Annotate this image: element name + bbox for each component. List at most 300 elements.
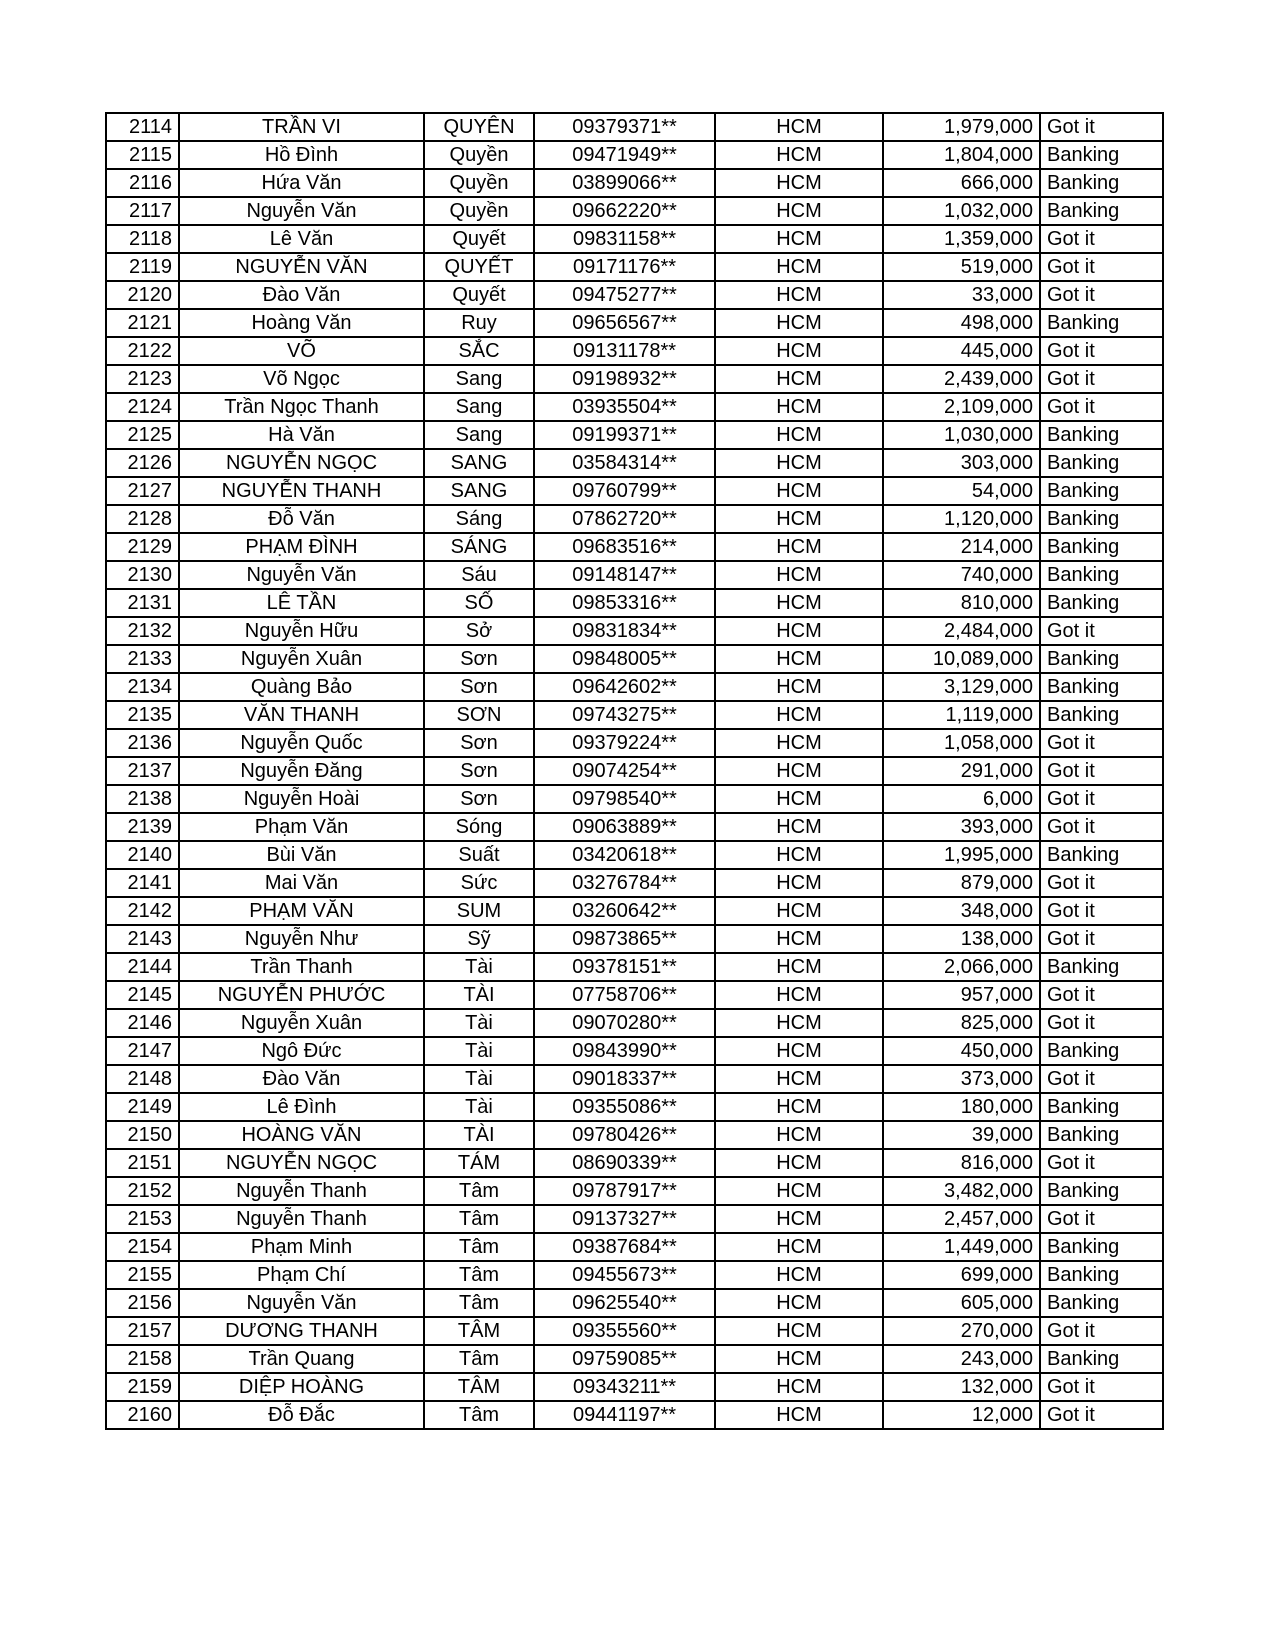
table-row	[106, 337, 1163, 365]
city-cell: HCM	[715, 1345, 883, 1373]
phone-cell: 09070280**	[534, 1009, 715, 1037]
table-row	[106, 393, 1163, 421]
given-name-cell: SỐ	[424, 589, 534, 617]
status-cell: Banking	[1040, 953, 1163, 981]
given-name-cell: SUM	[424, 897, 534, 925]
amount-cell: 214,000	[883, 533, 1040, 561]
phone-cell: 09873865**	[534, 925, 715, 953]
given-name-cell: Tài	[424, 1009, 534, 1037]
amount-cell: 1,120,000	[883, 505, 1040, 533]
surname-cell: Nguyễn Như	[179, 925, 424, 953]
table-row	[106, 449, 1163, 477]
given-name-cell: TÀI	[424, 1121, 534, 1149]
table-row	[106, 645, 1163, 673]
city-cell: HCM	[715, 897, 883, 925]
given-name-cell: Tâm	[424, 1261, 534, 1289]
status-cell: Banking	[1040, 589, 1163, 617]
amount-cell: 666,000	[883, 169, 1040, 197]
table-row	[106, 1121, 1163, 1149]
city-cell: HCM	[715, 1065, 883, 1093]
phone-cell: 09848005**	[534, 645, 715, 673]
city-cell: HCM	[715, 197, 883, 225]
row-number: 2157	[106, 1317, 179, 1345]
row-number: 2141	[106, 869, 179, 897]
surname-cell: Lê Văn	[179, 225, 424, 253]
amount-cell: 393,000	[883, 813, 1040, 841]
row-number: 2135	[106, 701, 179, 729]
table-row	[106, 1373, 1163, 1401]
given-name-cell: Sáng	[424, 505, 534, 533]
status-cell: Banking	[1040, 561, 1163, 589]
amount-cell: 2,109,000	[883, 393, 1040, 421]
city-cell: HCM	[715, 729, 883, 757]
amount-cell: 699,000	[883, 1261, 1040, 1289]
city-cell: HCM	[715, 757, 883, 785]
given-name-cell: Sang	[424, 421, 534, 449]
amount-cell: 132,000	[883, 1373, 1040, 1401]
phone-cell: 09683516**	[534, 533, 715, 561]
amount-cell: 1,979,000	[883, 113, 1040, 141]
phone-cell: 09798540**	[534, 785, 715, 813]
surname-cell: Phạm Minh	[179, 1233, 424, 1261]
table-row	[106, 813, 1163, 841]
phone-cell: 09787917**	[534, 1177, 715, 1205]
surname-cell: Nguyễn Hoài	[179, 785, 424, 813]
status-cell: Banking	[1040, 1289, 1163, 1317]
city-cell: HCM	[715, 1177, 883, 1205]
given-name-cell: Sơn	[424, 729, 534, 757]
surname-cell: TRẦN VI	[179, 113, 424, 141]
city-cell: HCM	[715, 1093, 883, 1121]
phone-cell: 07758706**	[534, 981, 715, 1009]
surname-cell: Đào Văn	[179, 1065, 424, 1093]
amount-cell: 825,000	[883, 1009, 1040, 1037]
city-cell: HCM	[715, 1317, 883, 1345]
row-number: 2151	[106, 1149, 179, 1177]
table-row	[106, 869, 1163, 897]
given-name-cell: Tâm	[424, 1233, 534, 1261]
table-row	[106, 757, 1163, 785]
given-name-cell: Quyền	[424, 197, 534, 225]
given-name-cell: TÂM	[424, 1373, 534, 1401]
row-number: 2125	[106, 421, 179, 449]
given-name-cell: Sang	[424, 365, 534, 393]
given-name-cell: Sỹ	[424, 925, 534, 953]
phone-cell: 09759085**	[534, 1345, 715, 1373]
city-cell: HCM	[715, 701, 883, 729]
phone-cell: 09355086**	[534, 1093, 715, 1121]
row-number: 2145	[106, 981, 179, 1009]
status-cell: Got it	[1040, 113, 1163, 141]
city-cell: HCM	[715, 561, 883, 589]
surname-cell: Phạm Văn	[179, 813, 424, 841]
results-table	[105, 112, 1164, 1430]
status-cell: Got it	[1040, 365, 1163, 393]
table-row	[106, 589, 1163, 617]
status-cell: Banking	[1040, 533, 1163, 561]
phone-cell: 09780426**	[534, 1121, 715, 1149]
status-cell: Banking	[1040, 701, 1163, 729]
given-name-cell: Sóng	[424, 813, 534, 841]
amount-cell: 2,457,000	[883, 1205, 1040, 1233]
given-name-cell: TÁM	[424, 1149, 534, 1177]
table-row	[106, 533, 1163, 561]
surname-cell: Lê Đình	[179, 1093, 424, 1121]
city-cell: HCM	[715, 505, 883, 533]
status-cell: Got it	[1040, 281, 1163, 309]
phone-cell: 09471949**	[534, 141, 715, 169]
amount-cell: 291,000	[883, 757, 1040, 785]
surname-cell: NGUYỄN PHƯỚC	[179, 981, 424, 1009]
table-row	[106, 925, 1163, 953]
row-number: 2121	[106, 309, 179, 337]
phone-cell: 09662220**	[534, 197, 715, 225]
table-row	[106, 365, 1163, 393]
status-cell: Got it	[1040, 1317, 1163, 1345]
table-row	[106, 953, 1163, 981]
surname-cell: NGUYỄN THANH	[179, 477, 424, 505]
city-cell: HCM	[715, 1205, 883, 1233]
row-number: 2144	[106, 953, 179, 981]
given-name-cell: Tài	[424, 1037, 534, 1065]
row-number: 2114	[106, 113, 179, 141]
status-cell: Banking	[1040, 477, 1163, 505]
row-number: 2156	[106, 1289, 179, 1317]
given-name-cell: Sức	[424, 869, 534, 897]
city-cell: HCM	[715, 449, 883, 477]
city-cell: HCM	[715, 533, 883, 561]
table-row	[106, 841, 1163, 869]
surname-cell: PHẠM VĂN	[179, 897, 424, 925]
given-name-cell: Quyền	[424, 169, 534, 197]
phone-cell: 09148147**	[534, 561, 715, 589]
amount-cell: 605,000	[883, 1289, 1040, 1317]
phone-cell: 09378151**	[534, 953, 715, 981]
surname-cell: Ngô Đức	[179, 1037, 424, 1065]
surname-cell: NGUYỄN NGỌC	[179, 449, 424, 477]
amount-cell: 1,032,000	[883, 197, 1040, 225]
given-name-cell: QUYÊN	[424, 113, 534, 141]
status-cell: Got it	[1040, 617, 1163, 645]
city-cell: HCM	[715, 1373, 883, 1401]
status-cell: Banking	[1040, 1233, 1163, 1261]
amount-cell: 1,995,000	[883, 841, 1040, 869]
row-number: 2150	[106, 1121, 179, 1149]
table-row	[106, 113, 1163, 141]
amount-cell: 2,439,000	[883, 365, 1040, 393]
row-number: 2128	[106, 505, 179, 533]
row-number: 2133	[106, 645, 179, 673]
city-cell: HCM	[715, 813, 883, 841]
city-cell: HCM	[715, 673, 883, 701]
amount-cell: 879,000	[883, 869, 1040, 897]
table-row	[106, 981, 1163, 1009]
surname-cell: Nguyễn Quốc	[179, 729, 424, 757]
amount-cell: 519,000	[883, 253, 1040, 281]
given-name-cell: Quyết	[424, 281, 534, 309]
surname-cell: Hoàng Văn	[179, 309, 424, 337]
city-cell: HCM	[715, 785, 883, 813]
given-name-cell: Sơn	[424, 645, 534, 673]
phone-cell: 09018337**	[534, 1065, 715, 1093]
surname-cell: Nguyễn Thanh	[179, 1205, 424, 1233]
status-cell: Banking	[1040, 1037, 1163, 1065]
row-number: 2126	[106, 449, 179, 477]
row-number: 2142	[106, 897, 179, 925]
phone-cell: 09843990**	[534, 1037, 715, 1065]
given-name-cell: Sơn	[424, 757, 534, 785]
table-row	[106, 309, 1163, 337]
table-row	[106, 1289, 1163, 1317]
surname-cell: Nguyễn Đăng	[179, 757, 424, 785]
row-number: 2134	[106, 673, 179, 701]
phone-cell: 09063889**	[534, 813, 715, 841]
row-number: 2130	[106, 561, 179, 589]
row-number: 2146	[106, 1009, 179, 1037]
table-row	[106, 169, 1163, 197]
given-name-cell: Quyền	[424, 141, 534, 169]
row-number: 2154	[106, 1233, 179, 1261]
table-row	[106, 1009, 1163, 1037]
city-cell: HCM	[715, 1289, 883, 1317]
surname-cell: Trần Thanh	[179, 953, 424, 981]
table-row	[106, 1149, 1163, 1177]
row-number: 2139	[106, 813, 179, 841]
row-number: 2159	[106, 1373, 179, 1401]
table-row	[106, 225, 1163, 253]
amount-cell: 243,000	[883, 1345, 1040, 1373]
table-row	[106, 701, 1163, 729]
table-row	[106, 1065, 1163, 1093]
city-cell: HCM	[715, 1009, 883, 1037]
given-name-cell: Tâm	[424, 1289, 534, 1317]
row-number: 2119	[106, 253, 179, 281]
row-number: 2137	[106, 757, 179, 785]
given-name-cell: Tài	[424, 1093, 534, 1121]
status-cell: Banking	[1040, 1345, 1163, 1373]
phone-cell: 09074254**	[534, 757, 715, 785]
surname-cell: Hà Văn	[179, 421, 424, 449]
surname-cell: NGUYỄN VĂN	[179, 253, 424, 281]
status-cell: Got it	[1040, 757, 1163, 785]
amount-cell: 1,804,000	[883, 141, 1040, 169]
row-number: 2158	[106, 1345, 179, 1373]
surname-cell: VĂN THANH	[179, 701, 424, 729]
given-name-cell: Tâm	[424, 1205, 534, 1233]
surname-cell: Hứa Văn	[179, 169, 424, 197]
amount-cell: 450,000	[883, 1037, 1040, 1065]
row-number: 2155	[106, 1261, 179, 1289]
given-name-cell: Ruy	[424, 309, 534, 337]
given-name-cell: TÂM	[424, 1317, 534, 1345]
phone-cell: 09625540**	[534, 1289, 715, 1317]
phone-cell: 09475277**	[534, 281, 715, 309]
amount-cell: 39,000	[883, 1121, 1040, 1149]
table-row	[106, 253, 1163, 281]
amount-cell: 498,000	[883, 309, 1040, 337]
phone-cell: 09831158**	[534, 225, 715, 253]
row-number: 2160	[106, 1401, 179, 1429]
table-row	[106, 1177, 1163, 1205]
surname-cell: Trần Quang	[179, 1345, 424, 1373]
given-name-cell: Sở	[424, 617, 534, 645]
surname-cell: DIỆP HOÀNG	[179, 1373, 424, 1401]
city-cell: HCM	[715, 365, 883, 393]
city-cell: HCM	[715, 1149, 883, 1177]
surname-cell: Nguyễn Xuân	[179, 645, 424, 673]
row-number: 2152	[106, 1177, 179, 1205]
given-name-cell: Suất	[424, 841, 534, 869]
amount-cell: 1,449,000	[883, 1233, 1040, 1261]
table-row	[106, 617, 1163, 645]
given-name-cell: Sơn	[424, 785, 534, 813]
given-name-cell: TÀI	[424, 981, 534, 1009]
status-cell: Banking	[1040, 197, 1163, 225]
city-cell: HCM	[715, 617, 883, 645]
row-number: 2131	[106, 589, 179, 617]
phone-cell: 03584314**	[534, 449, 715, 477]
given-name-cell: Sơn	[424, 673, 534, 701]
city-cell: HCM	[715, 337, 883, 365]
city-cell: HCM	[715, 113, 883, 141]
phone-cell: 09355560**	[534, 1317, 715, 1345]
table-row	[106, 1345, 1163, 1373]
phone-cell: 09760799**	[534, 477, 715, 505]
status-cell: Banking	[1040, 141, 1163, 169]
status-cell: Banking	[1040, 673, 1163, 701]
given-name-cell: Tài	[424, 953, 534, 981]
status-cell: Got it	[1040, 1149, 1163, 1177]
status-cell: Banking	[1040, 841, 1163, 869]
status-cell: Got it	[1040, 1009, 1163, 1037]
row-number: 2116	[106, 169, 179, 197]
amount-cell: 1,119,000	[883, 701, 1040, 729]
row-number: 2136	[106, 729, 179, 757]
city-cell: HCM	[715, 1037, 883, 1065]
phone-cell: 09387684**	[534, 1233, 715, 1261]
given-name-cell: Tâm	[424, 1401, 534, 1429]
status-cell: Banking	[1040, 309, 1163, 337]
phone-cell: 03260642**	[534, 897, 715, 925]
table-row	[106, 1317, 1163, 1345]
amount-cell: 10,089,000	[883, 645, 1040, 673]
city-cell: HCM	[715, 1261, 883, 1289]
status-cell: Banking	[1040, 449, 1163, 477]
amount-cell: 957,000	[883, 981, 1040, 1009]
row-number: 2148	[106, 1065, 179, 1093]
amount-cell: 2,066,000	[883, 953, 1040, 981]
phone-cell: 08690339**	[534, 1149, 715, 1177]
surname-cell: LÊ TẦN	[179, 589, 424, 617]
phone-cell: 03420618**	[534, 841, 715, 869]
surname-cell: Nguyễn Xuân	[179, 1009, 424, 1037]
status-cell: Got it	[1040, 729, 1163, 757]
city-cell: HCM	[715, 477, 883, 505]
surname-cell: DƯƠNG THANH	[179, 1317, 424, 1345]
surname-cell: Trần Ngọc Thanh	[179, 393, 424, 421]
amount-cell: 373,000	[883, 1065, 1040, 1093]
surname-cell: HOÀNG VĂN	[179, 1121, 424, 1149]
table-row	[106, 729, 1163, 757]
phone-cell: 09137327**	[534, 1205, 715, 1233]
amount-cell: 740,000	[883, 561, 1040, 589]
table-row	[106, 281, 1163, 309]
table-row	[106, 197, 1163, 225]
status-cell: Got it	[1040, 813, 1163, 841]
status-cell: Banking	[1040, 1177, 1163, 1205]
surname-cell: Nguyễn Văn	[179, 561, 424, 589]
given-name-cell: QUYẾT	[424, 253, 534, 281]
surname-cell: Võ Ngọc	[179, 365, 424, 393]
row-number: 2143	[106, 925, 179, 953]
amount-cell: 2,484,000	[883, 617, 1040, 645]
amount-cell: 1,030,000	[883, 421, 1040, 449]
phone-cell: 09131178**	[534, 337, 715, 365]
status-cell: Got it	[1040, 981, 1163, 1009]
table-row	[106, 1233, 1163, 1261]
given-name-cell: Tài	[424, 1065, 534, 1093]
status-cell: Banking	[1040, 1093, 1163, 1121]
table-row	[106, 897, 1163, 925]
row-number: 2132	[106, 617, 179, 645]
surname-cell: Nguyễn Thanh	[179, 1177, 424, 1205]
city-cell: HCM	[715, 281, 883, 309]
phone-cell: 09656567**	[534, 309, 715, 337]
phone-cell: 07862720**	[534, 505, 715, 533]
city-cell: HCM	[715, 1233, 883, 1261]
row-number: 2140	[106, 841, 179, 869]
status-cell: Banking	[1040, 169, 1163, 197]
surname-cell: Quàng Bảo	[179, 673, 424, 701]
row-number: 2124	[106, 393, 179, 421]
amount-cell: 303,000	[883, 449, 1040, 477]
status-cell: Banking	[1040, 421, 1163, 449]
given-name-cell: SẮC	[424, 337, 534, 365]
table-row	[106, 421, 1163, 449]
city-cell: HCM	[715, 981, 883, 1009]
city-cell: HCM	[715, 925, 883, 953]
city-cell: HCM	[715, 421, 883, 449]
amount-cell: 3,129,000	[883, 673, 1040, 701]
city-cell: HCM	[715, 393, 883, 421]
status-cell: Got it	[1040, 785, 1163, 813]
city-cell: HCM	[715, 869, 883, 897]
surname-cell: Mai Văn	[179, 869, 424, 897]
phone-cell: 03899066**	[534, 169, 715, 197]
status-cell: Got it	[1040, 925, 1163, 953]
surname-cell: VÕ	[179, 337, 424, 365]
row-number: 2149	[106, 1093, 179, 1121]
row-number: 2123	[106, 365, 179, 393]
city-cell: HCM	[715, 841, 883, 869]
given-name-cell: SANG	[424, 449, 534, 477]
amount-cell: 12,000	[883, 1401, 1040, 1429]
amount-cell: 348,000	[883, 897, 1040, 925]
amount-cell: 810,000	[883, 589, 1040, 617]
given-name-cell: Tâm	[424, 1177, 534, 1205]
surname-cell: PHẠM ĐÌNH	[179, 533, 424, 561]
phone-cell: 09831834**	[534, 617, 715, 645]
table-row	[106, 673, 1163, 701]
row-number: 2117	[106, 197, 179, 225]
city-cell: HCM	[715, 225, 883, 253]
amount-cell: 138,000	[883, 925, 1040, 953]
city-cell: HCM	[715, 309, 883, 337]
amount-cell: 180,000	[883, 1093, 1040, 1121]
surname-cell: Đỗ Đắc	[179, 1401, 424, 1429]
given-name-cell: Sang	[424, 393, 534, 421]
status-cell: Banking	[1040, 505, 1163, 533]
